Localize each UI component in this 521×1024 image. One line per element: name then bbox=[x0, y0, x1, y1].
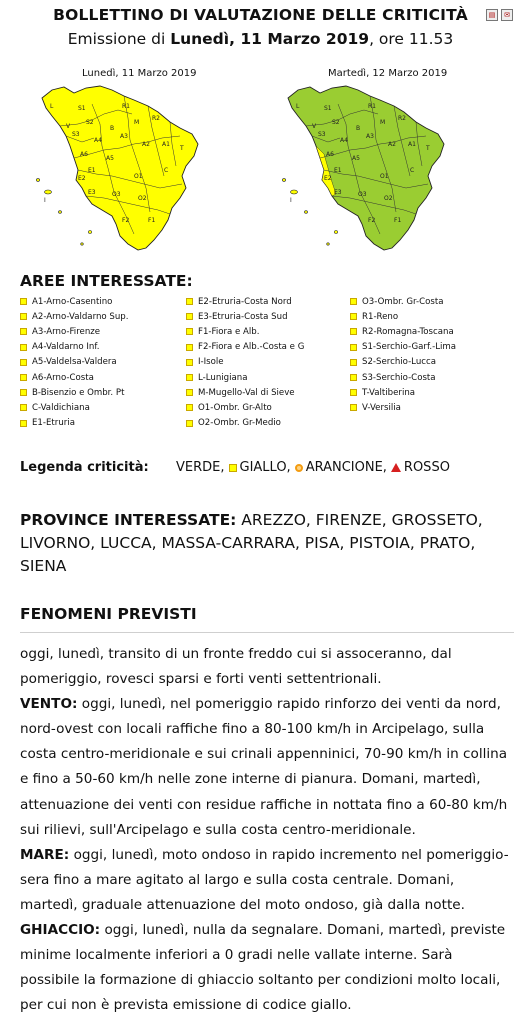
island-elba-monday bbox=[45, 190, 52, 194]
aree-item: A6-Arno-Costa bbox=[20, 370, 128, 385]
header-icons bbox=[486, 9, 513, 21]
aree-item: R1-Reno bbox=[350, 309, 456, 324]
svg-text:M: M bbox=[134, 119, 140, 126]
svg-text:A5: A5 bbox=[352, 155, 360, 162]
yellow-square-icon bbox=[186, 404, 193, 411]
yellow-square-icon bbox=[20, 404, 27, 411]
fenomeni-body bbox=[20, 642, 512, 1018]
orange-circle-icon bbox=[295, 464, 303, 472]
legend-verde: VERDE, bbox=[176, 460, 225, 475]
svg-text:L: L bbox=[296, 103, 300, 110]
island-giannutri-tuesday bbox=[327, 243, 330, 245]
island-capraia-monday bbox=[36, 179, 39, 182]
yellow-square-icon bbox=[229, 464, 237, 472]
svg-text:R2: R2 bbox=[398, 115, 406, 122]
yellow-square-icon bbox=[350, 389, 357, 396]
svg-text:C: C bbox=[164, 167, 169, 174]
aree-item: R2-Romagna-Toscana bbox=[350, 324, 456, 339]
aree-item: E3-Etruria-Costa Sud bbox=[186, 309, 304, 324]
province-label: PROVINCE INTERESSATE: bbox=[20, 511, 237, 529]
svg-text:S2: S2 bbox=[332, 119, 340, 126]
yellow-square-icon bbox=[186, 313, 193, 320]
aree-item: I-Isole bbox=[186, 355, 304, 370]
legend-giallo: GIALLO, bbox=[225, 460, 291, 475]
yellow-square-icon bbox=[186, 374, 193, 381]
yellow-square-icon bbox=[186, 389, 193, 396]
svg-text:E3: E3 bbox=[334, 189, 342, 196]
aree-item: A5-Valdelsa-Valdera bbox=[20, 355, 128, 370]
aree-column-3 bbox=[350, 294, 456, 416]
svg-text:L: L bbox=[50, 103, 54, 110]
svg-text:A5: A5 bbox=[106, 155, 114, 162]
svg-text:A1: A1 bbox=[408, 141, 416, 148]
map-date-tuesday: Martedì, 12 Marzo 2019 bbox=[328, 68, 448, 79]
svg-text:S3: S3 bbox=[318, 131, 326, 138]
svg-text:O3: O3 bbox=[358, 191, 367, 198]
island-giglio-tuesday bbox=[334, 231, 337, 234]
yellow-square-icon bbox=[350, 298, 357, 305]
aree-column-2 bbox=[186, 294, 304, 431]
svg-text:O3: O3 bbox=[112, 191, 121, 198]
yellow-square-icon bbox=[20, 344, 27, 351]
svg-text:F1: F1 bbox=[394, 217, 402, 224]
svg-text:I: I bbox=[290, 197, 292, 204]
island-pianosa-tuesday bbox=[305, 211, 308, 214]
aree-item: B-Bisenzio e Ombr. Pt bbox=[20, 385, 128, 400]
svg-text:S2: S2 bbox=[86, 119, 94, 126]
legend-arancione: ARANCIONE, bbox=[291, 460, 387, 475]
aree-item: O3-Ombr. Gr-Costa bbox=[350, 294, 456, 309]
aree-item: F1-Fiora e Alb. bbox=[186, 324, 304, 339]
legend-rosso: ROSSO bbox=[387, 460, 450, 475]
aree-item: S2-Serchio-Lucca bbox=[350, 355, 456, 370]
svg-text:S3: S3 bbox=[72, 131, 80, 138]
yellow-square-icon bbox=[20, 374, 27, 381]
svg-text:F1: F1 bbox=[148, 217, 156, 224]
svg-text:E3: E3 bbox=[88, 189, 96, 196]
island-elba-tuesday bbox=[291, 190, 298, 194]
svg-text:E2: E2 bbox=[324, 175, 332, 182]
svg-text:S1: S1 bbox=[324, 105, 332, 112]
svg-text:A4: A4 bbox=[340, 137, 348, 144]
aree-item: A2-Arno-Valdarno Sup. bbox=[20, 309, 128, 324]
province-list: AREZZO, FIRENZE, GROSSETO, LIVORNO, LUCCA, MASSA-CARRARA, PISA, PISTOIA, PRATO, SIENA bbox=[20, 511, 483, 575]
aree-item: A4-Valdarno Inf. bbox=[20, 340, 128, 355]
pdf-icon[interactable]: ✉ bbox=[501, 9, 513, 21]
aree-item: O1-Ombr. Gr-Alto bbox=[186, 400, 304, 415]
yellow-square-icon bbox=[186, 344, 193, 351]
svg-text:O1: O1 bbox=[380, 173, 389, 180]
svg-text:R1: R1 bbox=[368, 103, 376, 110]
emission-line bbox=[0, 30, 521, 48]
aree-item: L-Lunigiana bbox=[186, 370, 304, 385]
emission-prefix: Emissione di bbox=[67, 30, 171, 48]
svg-text:O1: O1 bbox=[134, 173, 143, 180]
print-icon[interactable]: ▤ bbox=[486, 9, 498, 21]
svg-text:T: T bbox=[180, 145, 184, 152]
aree-item: A3-Arno-Firenze bbox=[20, 324, 128, 339]
aree-item: A1-Arno-Casentino bbox=[20, 294, 128, 309]
yellow-square-icon bbox=[350, 344, 357, 351]
yellow-square-icon bbox=[20, 298, 27, 305]
svg-text:A3: A3 bbox=[366, 133, 374, 140]
fenomeni-ghiaccio: GHIACCIO: oggi, lunedì, nulla da segnalare. Domani, martedì, previste minime localmente inferiori a 0 gradi nelle vallate interne. Sarà possibile la formazione di ghiaccio soltanto per condizioni molto locali, per cui non è prevista emissione di codice giallo. bbox=[20, 922, 506, 1014]
yellow-square-icon bbox=[20, 313, 27, 320]
tuscany-map-monday-svg bbox=[30, 84, 200, 252]
island-giglio-monday bbox=[88, 231, 91, 234]
svg-text:A3: A3 bbox=[120, 133, 128, 140]
tuscany-map-tuesday[interactable] bbox=[276, 84, 446, 252]
fenomeni-mare: MARE: oggi, lunedì, moto ondoso in rapido incremento nel pomeriggio-sera fino a mare agitato al largo e sulla costa centrale. Domani, martedì, graduale attenuazione del moto ondoso, già dalla notte. bbox=[20, 846, 509, 913]
yellow-square-icon bbox=[186, 328, 193, 335]
aree-item: V-Versilia bbox=[350, 400, 456, 415]
yellow-square-icon bbox=[350, 374, 357, 381]
island-giannutri-monday bbox=[81, 243, 84, 245]
svg-text:E1: E1 bbox=[88, 167, 96, 174]
tuscany-map-monday[interactable] bbox=[30, 84, 200, 252]
yellow-square-icon bbox=[186, 298, 193, 305]
svg-text:R1: R1 bbox=[122, 103, 130, 110]
svg-text:O2: O2 bbox=[384, 195, 393, 202]
aree-item: E1-Etruria bbox=[20, 416, 128, 431]
aree-item: C-Valdichiana bbox=[20, 400, 128, 415]
svg-text:A1: A1 bbox=[162, 141, 170, 148]
yellow-square-icon bbox=[20, 328, 27, 335]
svg-text:V: V bbox=[66, 123, 71, 130]
aree-item: F2-Fiora e Alb.-Costa e G bbox=[186, 340, 304, 355]
svg-text:S1: S1 bbox=[78, 105, 86, 112]
svg-text:B: B bbox=[356, 125, 361, 132]
fenomeni-title: FENOMENI PREVISTI bbox=[20, 605, 197, 623]
aree-item: O2-Ombr. Gr-Medio bbox=[186, 416, 304, 431]
aree-item: E2-Etruria-Costa Nord bbox=[186, 294, 304, 309]
yellow-square-icon bbox=[186, 420, 193, 427]
tuscany-map-tuesday-svg bbox=[276, 84, 446, 252]
aree-item: S1-Serchio-Garf.-Lima bbox=[350, 340, 456, 355]
criticality-legend bbox=[20, 460, 450, 475]
svg-text:A2: A2 bbox=[388, 141, 396, 148]
svg-text:A4: A4 bbox=[94, 137, 102, 144]
page-title: BOLLETTINO DI VALUTAZIONE DELLE CRITICITÀ bbox=[53, 6, 468, 24]
svg-text:T: T bbox=[426, 145, 430, 152]
aree-column-1 bbox=[20, 294, 128, 431]
yellow-square-icon bbox=[20, 420, 27, 427]
yellow-square-icon bbox=[350, 328, 357, 335]
svg-text:B: B bbox=[110, 125, 115, 132]
yellow-square-icon bbox=[20, 389, 27, 396]
svg-text:R2: R2 bbox=[152, 115, 160, 122]
emission-time: , ore 11.53 bbox=[369, 30, 454, 48]
island-capraia-tuesday bbox=[282, 179, 285, 182]
legend-label: Legenda criticità: bbox=[20, 460, 149, 475]
aree-item: M-Mugello-Val di Sieve bbox=[186, 385, 304, 400]
map-date-monday: Lunedì, 11 Marzo 2019 bbox=[82, 68, 197, 79]
svg-text:E1: E1 bbox=[334, 167, 342, 174]
fenomeni-intro: oggi, lunedì, transito di un fronte freddo cui si assoceranno, dal pomeriggio, rovesci sparsi e forti venti settentrionali. bbox=[20, 646, 452, 688]
svg-text:I: I bbox=[44, 197, 46, 204]
svg-text:F2: F2 bbox=[368, 217, 376, 224]
yellow-square-icon bbox=[350, 359, 357, 366]
svg-text:V: V bbox=[312, 123, 317, 130]
red-triangle-icon bbox=[391, 463, 401, 472]
section-divider bbox=[20, 632, 514, 633]
emission-date: Lunedì, 11 Marzo 2019 bbox=[170, 30, 370, 48]
svg-text:A6: A6 bbox=[326, 151, 334, 158]
bulletin-header bbox=[0, 0, 521, 58]
aree-item: S3-Serchio-Costa bbox=[350, 370, 456, 385]
province-interessate bbox=[20, 509, 510, 578]
yellow-square-icon bbox=[20, 359, 27, 366]
svg-text:M: M bbox=[380, 119, 386, 126]
aree-title: AREE INTERESSATE: bbox=[20, 272, 193, 290]
yellow-square-icon bbox=[186, 359, 193, 366]
svg-text:F2: F2 bbox=[122, 217, 130, 224]
svg-text:A2: A2 bbox=[142, 141, 150, 148]
svg-text:A6: A6 bbox=[80, 151, 88, 158]
svg-text:C: C bbox=[410, 167, 415, 174]
island-pianosa-monday bbox=[59, 211, 62, 214]
yellow-square-icon bbox=[350, 313, 357, 320]
aree-item: T-Valtiberina bbox=[350, 385, 456, 400]
svg-text:O2: O2 bbox=[138, 195, 147, 202]
svg-text:E2: E2 bbox=[78, 175, 86, 182]
fenomeni-vento: VENTO: oggi, lunedì, nel pomeriggio rapido rinforzo dei venti da nord, nord-ovest con locali raffiche fino a 80-100 km/h in Arcipelago, sulla costa centro-meridionale e sui crinali appenninici, 70-90 km/h in collina e fino a 50-60 km/h nelle zone interne di pianura. Domani, martedì, attenuazione dei venti con residue raffiche in nottata fino a 60-80 km/h sui rilievi, sull'Arcipelago e sulla costa centro-meridionale. bbox=[20, 696, 508, 838]
yellow-square-icon bbox=[350, 404, 357, 411]
